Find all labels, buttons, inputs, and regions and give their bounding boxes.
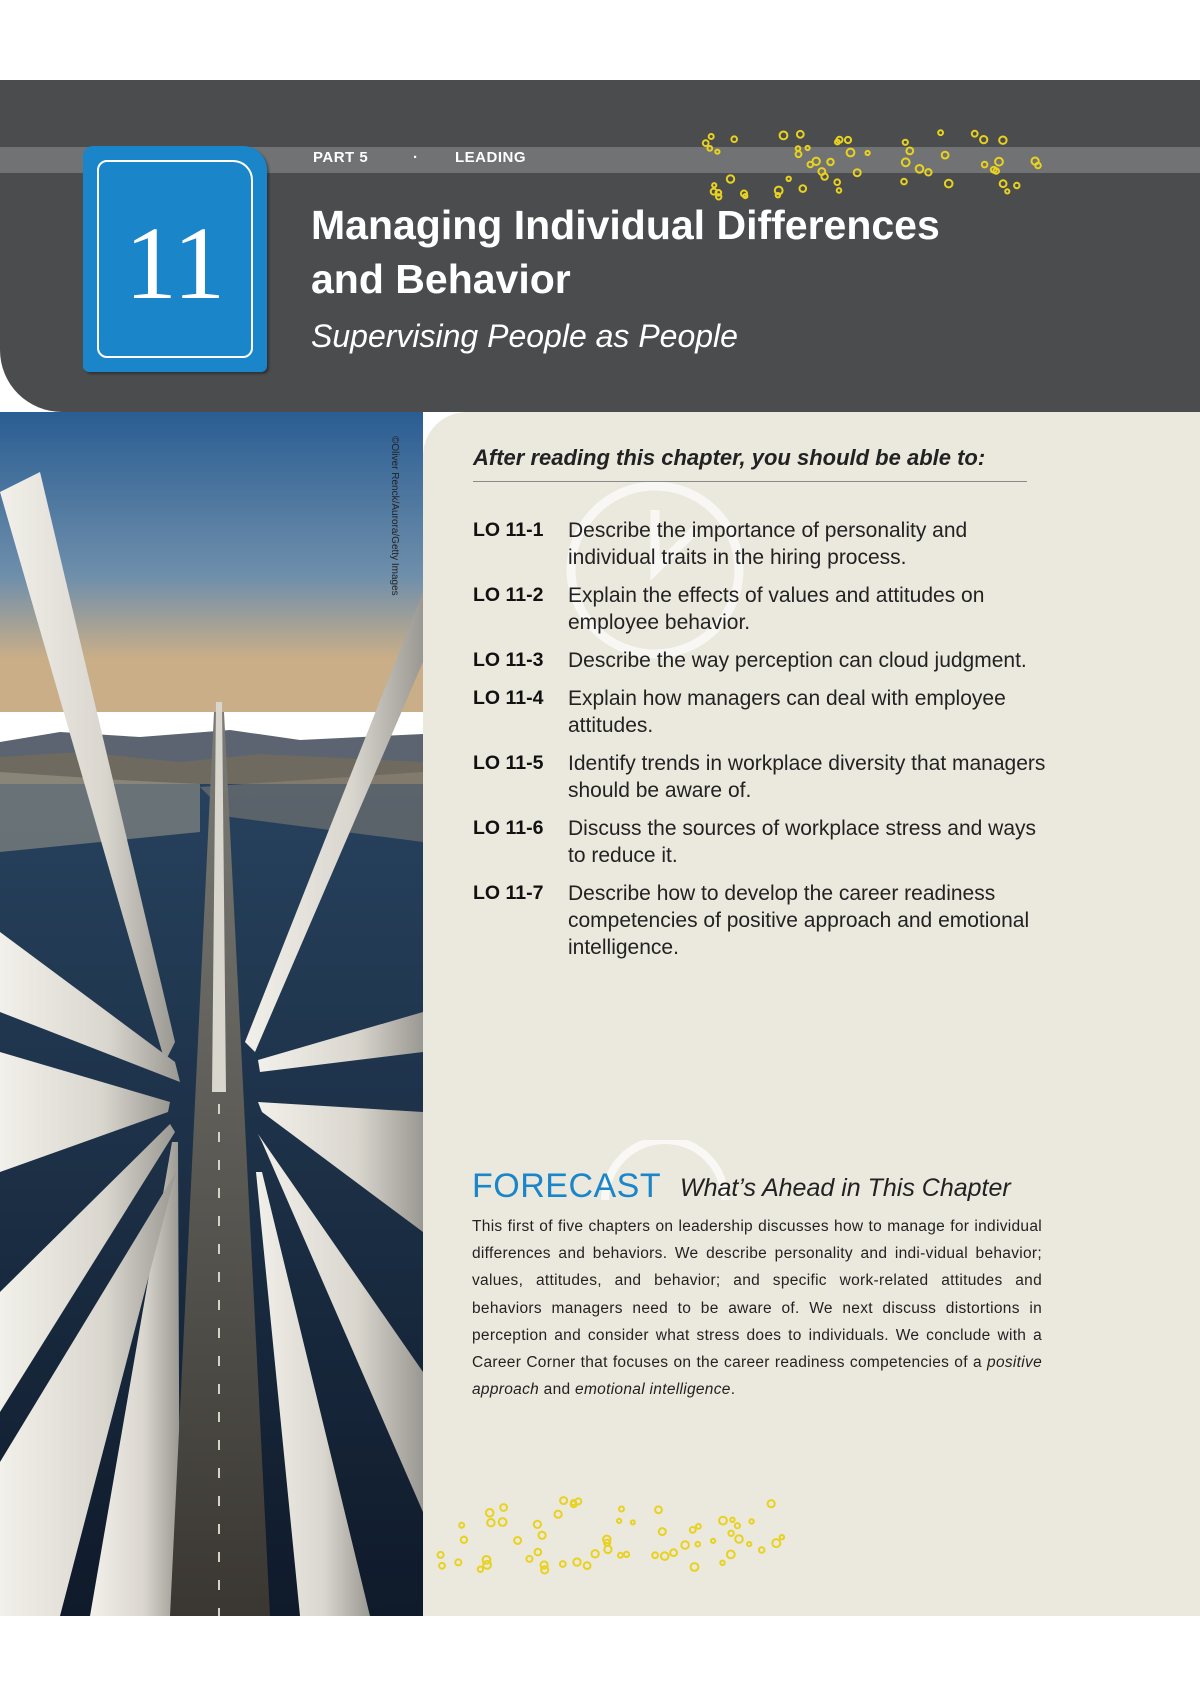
objective-code: LO 11-1 (473, 519, 544, 541)
decorative-dot (813, 158, 820, 165)
decorative-dot (720, 1561, 724, 1565)
decorative-dot (534, 1521, 541, 1528)
decorative-dot (749, 1519, 753, 1523)
decorative-dot (478, 1567, 483, 1572)
decorative-dot (696, 1542, 701, 1547)
decorative-dot (780, 132, 788, 140)
decorative-dot (796, 151, 802, 157)
decorative-dot (827, 159, 833, 165)
decorative-dot (916, 165, 924, 173)
decorative-dot (711, 1539, 715, 1543)
decorative-dot (631, 1520, 635, 1524)
decorative-dot (712, 183, 716, 187)
decorative-dot (806, 146, 810, 150)
objective-code: LO 11-7 (473, 882, 544, 904)
decorative-dot (995, 158, 1003, 166)
objective-text: Explain how managers can deal with employee attitudes. (568, 687, 1006, 737)
decorative-dot (555, 1511, 562, 1518)
decorative-dot (439, 1563, 445, 1569)
decorative-dot (560, 1561, 566, 1567)
decorative-dot (487, 1519, 494, 1526)
part-separator: · (413, 149, 419, 166)
forecast-subtitle: What’s Ahead in This Chapter (680, 1174, 1011, 1202)
decorative-dot (661, 1552, 669, 1560)
decorative-dot (787, 177, 791, 181)
objective-text: Identify trends in workplace diversity that managers should be aware of. (568, 752, 1046, 802)
decorative-dot (768, 1500, 775, 1507)
decorative-dot (486, 1509, 494, 1517)
decorative-dot (938, 130, 943, 135)
decorative-dot (972, 131, 978, 137)
decorative-dot (925, 169, 931, 175)
decorative-dot (573, 1558, 580, 1565)
learning-objective (473, 815, 1053, 869)
decorative-dot (1035, 163, 1041, 169)
decorative-dot (780, 1535, 784, 1539)
decorative-dot (681, 1541, 689, 1549)
chapter-title-line1: Managing Individual Differences (311, 202, 940, 248)
decorative-dot (866, 151, 870, 155)
decorative-dot (980, 136, 987, 143)
learning-objective (473, 582, 1053, 636)
decorative-dot (539, 1532, 546, 1539)
objective-text: Describe the importance of personality and individual traits in the hiring process. (568, 519, 968, 569)
decorative-dot (735, 1523, 740, 1528)
decorative-dot (541, 1566, 548, 1573)
decorative-dot (854, 169, 861, 176)
decorative-dot (727, 1551, 735, 1559)
objective-code: LO 11-6 (473, 817, 544, 839)
forecast-title: FORECAST (472, 1167, 662, 1205)
bridge-photo (0, 412, 423, 1616)
decorative-dot (438, 1552, 444, 1558)
chapter-title (311, 198, 1031, 306)
decorative-dot (730, 1518, 734, 1522)
learning-objective (473, 750, 1053, 804)
photo-credit: ©Oliver Renck/Aurora/Getty Images (389, 436, 400, 596)
decorative-dot (659, 1528, 666, 1535)
decorative-dot (703, 140, 709, 146)
decorative-dot (1005, 189, 1009, 193)
decorative-dot (618, 1553, 623, 1558)
decorative-dot (709, 134, 714, 139)
decorative-dot (459, 1523, 464, 1528)
decorative-dot (901, 179, 907, 185)
decorative-dot (707, 146, 712, 151)
decorative-dot (982, 162, 988, 168)
decorative-dot (797, 131, 804, 138)
decorative-dots-top (700, 122, 1050, 202)
objective-text: Describe the way perception can cloud judgment. (568, 649, 1027, 672)
learning-objective (473, 685, 1053, 739)
objectives-heading: After reading this chapter, you should be able to: (473, 445, 986, 470)
decorative-dot (847, 149, 855, 157)
decorative-dot (728, 1531, 733, 1536)
objective-text: Discuss the sources of workplace stress and ways to reduce it. (568, 817, 1037, 867)
objective-code: LO 11-2 (473, 584, 544, 606)
decorative-dot (715, 150, 719, 154)
decorative-dot (584, 1562, 591, 1569)
learning-objective (473, 517, 1053, 571)
objective-code: LO 11-5 (473, 752, 544, 774)
decorative-dot (535, 1549, 542, 1556)
part-number: PART 5 (313, 149, 369, 166)
chapter-number: 11 (124, 206, 226, 321)
term-emotional-intelligence: emotional intelligence (575, 1381, 731, 1399)
decorative-dot (499, 1518, 507, 1526)
decorative-dot (942, 152, 949, 159)
decorative-dot (526, 1556, 532, 1562)
learning-objective (473, 880, 1053, 961)
objective-code: LO 11-3 (473, 649, 544, 671)
decorative-dot (1000, 180, 1007, 187)
decorative-dot (727, 175, 734, 182)
decorative-dot (514, 1537, 521, 1544)
chapter-title-line2: and Behavior (311, 256, 571, 302)
term-positive-approach: positive approach (472, 1354, 1042, 1399)
objective-code: LO 11-4 (473, 687, 544, 709)
decorative-dot (483, 1561, 491, 1569)
learning-objectives-list (473, 517, 1053, 972)
decorative-dot (560, 1497, 567, 1504)
chapter-subtitle: Supervising People as People (311, 318, 738, 354)
objective-text: Explain the effects of values and attitudes on employee behavior. (568, 584, 985, 634)
decorative-dot (711, 189, 717, 195)
forecast-body: This first of five chapters on leadership discusses how to manage for individual differences and behaviors. We describe personality and indi-vidual behavior; values, attitudes, and behavior; and specific work-related attitudes and behaviors managers need to be aware of. We next discuss distortions in perception and consider what stress does to individuals. We conclude with a Career Corner that focuses on the career readiness competencies of a positive approach and emotional intelligence. (472, 1218, 1042, 1399)
decorative-dot (903, 140, 908, 145)
objective-text: Describe how to develop the career readiness competencies of positive approach and emotional intelligence. (568, 882, 1030, 959)
decorative-dot (1014, 183, 1019, 188)
decorative-dot (696, 1524, 701, 1529)
decorative-dot (575, 1498, 581, 1504)
decorative-dot (655, 1506, 662, 1513)
decorative-dot (759, 1547, 765, 1553)
decorative-dot (619, 1507, 624, 1512)
part-name: LEADING (455, 149, 526, 166)
learning-objective (473, 647, 1053, 674)
decorative-dot (834, 179, 840, 185)
decorative-dot (902, 158, 910, 166)
decorative-dot (624, 1552, 629, 1557)
decorative-dot (670, 1549, 677, 1556)
decorative-dot (800, 185, 807, 192)
decorative-dot (772, 1539, 780, 1547)
decorative-dot (735, 1535, 743, 1543)
decorative-dots-bottom (432, 1495, 792, 1575)
objectives-divider (473, 481, 1027, 482)
decorative-dot (604, 1546, 611, 1553)
decorative-dot (845, 137, 851, 143)
decorative-dot (796, 146, 801, 151)
decorative-dot (906, 148, 913, 155)
decorative-dot (719, 1517, 727, 1525)
decorative-dot (461, 1537, 467, 1543)
decorative-dot (691, 1563, 699, 1571)
decorative-dot (945, 180, 953, 188)
decorative-dot (617, 1519, 621, 1523)
chapter-number-box (83, 146, 267, 372)
decorative-dot (455, 1559, 461, 1565)
decorative-dot (690, 1527, 696, 1533)
decorative-dot (837, 188, 842, 193)
decorative-dot (591, 1550, 598, 1557)
decorative-dot (652, 1552, 658, 1558)
decorative-dot (747, 1542, 751, 1546)
decorative-dot (731, 136, 737, 142)
decorative-dot (500, 1504, 507, 1511)
decorative-dot (999, 137, 1006, 144)
